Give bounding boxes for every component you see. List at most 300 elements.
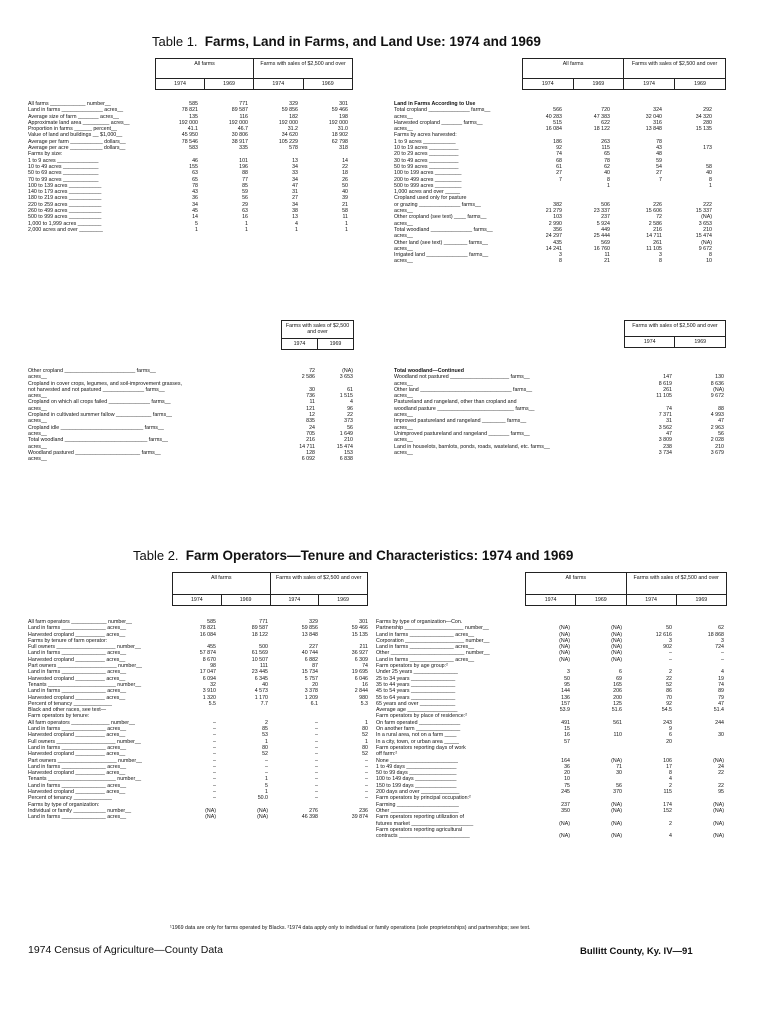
- cell-value: –: [213, 744, 216, 751]
- cell-value: 5.3: [360, 700, 368, 707]
- cell-value: 33: [292, 170, 298, 177]
- cell-value: 52: [362, 732, 368, 739]
- cell-value: 12 616: [655, 631, 672, 638]
- cell-value: 40: [706, 170, 712, 177]
- cell-value: (NA): [205, 814, 216, 821]
- table1-lower-right-header: [624, 320, 726, 348]
- cell-value: 186: [553, 138, 562, 145]
- cell-value: 211: [359, 644, 368, 651]
- cell-value: 1 209: [304, 694, 318, 701]
- cell-value: 77: [242, 176, 248, 183]
- row-label: 150 to 199 days ______________: [376, 782, 457, 789]
- row-label: 200 days and over _____________: [376, 789, 460, 796]
- cell-value: –: [213, 763, 216, 770]
- row-label: acres__: [394, 126, 413, 133]
- cell-value: 196: [239, 163, 248, 170]
- cell-value: 87: [312, 663, 318, 670]
- row-label: Harvested cropland __________ acres__: [28, 770, 126, 777]
- cell-value: 50: [564, 675, 570, 682]
- cell-value: (NA): [257, 814, 268, 821]
- cell-value: (NA): [611, 637, 622, 644]
- cell-value: 2 963: [710, 424, 724, 431]
- cell-value: 21: [604, 258, 610, 265]
- cell-value: 192 000: [328, 119, 348, 126]
- row-label: Other land (see text) ________ farms__: [394, 239, 488, 246]
- cell-value: 50: [342, 182, 348, 189]
- cell-value: 23 445: [251, 669, 268, 676]
- cell-value: –: [365, 782, 368, 789]
- cell-value: (NA): [713, 807, 724, 814]
- cell-value: 24 297: [545, 233, 562, 240]
- cell-value: 222: [703, 201, 712, 208]
- cell-value: 7 371: [658, 412, 672, 419]
- cell-value: (NA): [611, 833, 622, 840]
- cell-value: –: [265, 763, 268, 770]
- table2-right-rows: [374, 619, 726, 839]
- cell-value: 301: [359, 619, 368, 625]
- cell-value: 20: [666, 738, 672, 745]
- cell-value: 47: [666, 430, 672, 437]
- cell-value: (NA): [559, 820, 570, 827]
- cell-value: 30 806: [231, 132, 248, 139]
- row-label: Proportion in farms ______ percent__: [28, 126, 117, 133]
- table-row: [26, 227, 350, 233]
- cell-value: 34: [192, 201, 198, 208]
- cell-value: 263: [601, 138, 610, 145]
- cell-value: 382: [553, 201, 562, 208]
- row-label: Total woodland ____________________________ farms__: [28, 437, 168, 444]
- cell-value: 53.9: [559, 707, 570, 714]
- cell-value: (NA): [611, 757, 622, 764]
- table1-lower-right-rows: [392, 368, 726, 456]
- cell-value: 236: [359, 807, 368, 814]
- row-label: Farms by type of organization:: [28, 801, 100, 808]
- row-label: Farm operators by place of residence:²: [376, 713, 467, 720]
- cell-value: 98: [210, 663, 216, 670]
- cell-value: 1: [265, 738, 268, 745]
- footer-right: Bullitt County, Ky. IV—91: [580, 946, 693, 957]
- cell-value: 11 105: [656, 393, 672, 400]
- row-label: Farm operators by tenure:: [28, 713, 90, 720]
- cell-value: 4: [669, 833, 672, 840]
- cell-value: 8 636: [710, 380, 724, 387]
- cell-value: 165: [613, 681, 622, 688]
- cell-value: 75: [564, 782, 570, 789]
- cell-value: 3 562: [658, 424, 672, 431]
- year-1969: 1969: [675, 79, 726, 90]
- cell-value: 47: [292, 182, 298, 189]
- cell-value: 30: [309, 386, 315, 393]
- cell-value: 15: [564, 726, 570, 733]
- table2-right-header: [525, 572, 727, 606]
- row-label: acres__: [394, 437, 413, 444]
- row-label: Harvested cropland _______ farms__: [394, 119, 483, 126]
- cell-value: 3: [567, 669, 570, 676]
- col-sales: Farms with sales of $2,500 and over: [254, 59, 353, 79]
- row-label: Other land _______________________________ farms__: [394, 386, 533, 393]
- cell-value: 6 882: [304, 656, 318, 663]
- cell-value: 147: [663, 374, 672, 381]
- row-label: 25 to 34 years _______________: [376, 675, 456, 682]
- cell-value: 585: [189, 101, 198, 107]
- row-label: Land in farms _______________ acres__: [28, 650, 127, 657]
- cell-value: (NA): [611, 650, 622, 657]
- cell-value: 206: [613, 688, 622, 695]
- row-label: woodland pasture __________________________ farms__: [394, 405, 535, 412]
- cell-value: 3 679: [710, 449, 724, 456]
- row-label: Woodland pastured ______________________ farms__: [28, 449, 161, 456]
- row-label: Tenants _______________________ number__: [28, 681, 142, 688]
- row-label: Land in farms _______________ acres__: [28, 625, 127, 632]
- row-label: 220 to 259 acres ___________: [28, 201, 102, 208]
- row-label: 1 to 49 days _________________: [376, 763, 457, 770]
- cell-value: 40 744: [301, 650, 318, 657]
- cell-value: 31.2: [287, 126, 298, 133]
- cell-value: 40 283: [545, 113, 562, 120]
- col-sales: Farms with sales of $2,500 and over: [282, 321, 354, 339]
- year-1974: 1974: [624, 79, 675, 90]
- cell-value: 173: [703, 145, 712, 152]
- cell-value: 276: [309, 807, 318, 814]
- cell-value: 53: [262, 732, 268, 739]
- cell-value: 4: [669, 776, 672, 783]
- cell-value: 20: [564, 770, 570, 777]
- col-sales: Farms with sales of $2,500 and over: [625, 321, 726, 337]
- cell-value: 569: [601, 239, 610, 246]
- cell-value: 7: [559, 176, 562, 183]
- cell-value: 14: [342, 157, 348, 164]
- table2-number: Table 2.: [133, 548, 179, 563]
- row-label: Corporation ____________________ number__: [376, 637, 490, 644]
- cell-value: 22: [666, 675, 672, 682]
- cell-value: 2: [265, 719, 268, 726]
- table1-title: [152, 34, 541, 49]
- cell-value: 771: [259, 619, 268, 625]
- year-1974: 1974: [626, 595, 676, 606]
- cell-value: 71: [616, 763, 622, 770]
- year-1969: 1969: [576, 595, 626, 606]
- row-label: Cropland in cover crops, legumes, and soil-improvement grasses,: [28, 380, 182, 387]
- cell-value: 8 619: [658, 380, 672, 387]
- cell-value: 14: [192, 214, 198, 221]
- row-label: 500 to 999 acres ___________: [28, 214, 102, 221]
- cell-value: 5 924: [596, 220, 610, 227]
- cell-value: 5.5: [208, 700, 216, 707]
- cell-value: 59 856: [281, 107, 298, 114]
- row-label: Percent of tenancy _____________: [28, 700, 112, 707]
- cell-value: 4: [295, 220, 298, 227]
- year-1974: 1974: [282, 338, 318, 349]
- cell-value: –: [315, 751, 318, 758]
- row-label: Under 25 years _______________: [376, 669, 458, 676]
- row-label: acres__: [28, 443, 47, 450]
- cell-value: 238: [663, 443, 672, 450]
- cell-value: (NA): [713, 820, 724, 827]
- cell-value: 40: [262, 681, 268, 688]
- cell-value: –: [213, 732, 216, 739]
- cell-value: 10: [564, 776, 570, 783]
- cell-value: (NA): [611, 820, 622, 827]
- cell-value: 11: [604, 252, 610, 259]
- cell-value: –: [213, 757, 216, 764]
- cell-value: 21 279: [545, 208, 562, 215]
- cell-value: 1: [245, 220, 248, 227]
- cell-value: 3 378: [304, 688, 318, 695]
- cell-value: 261: [653, 239, 662, 246]
- cell-value: 121: [306, 405, 315, 412]
- year-1969: 1969: [221, 595, 270, 606]
- cell-value: 3 910: [202, 688, 216, 695]
- cell-value: 78: [604, 157, 610, 164]
- row-label: 50 to 99 acres __________: [394, 163, 459, 170]
- row-label: Land in farms _______________ acres__: [28, 688, 127, 695]
- cell-value: 69: [616, 675, 622, 682]
- row-label: Cropland used only for pasture: [394, 195, 467, 202]
- row-label: Land in farms _______________ acres__: [28, 814, 127, 821]
- cell-value: –: [213, 795, 216, 802]
- table1-lower-left-rows: [26, 368, 355, 462]
- cell-value: (NA): [701, 214, 712, 221]
- row-label: Farm operators reporting agricultural: [376, 826, 462, 833]
- cell-value: 15 135: [351, 631, 368, 638]
- cell-value: 61: [347, 386, 353, 393]
- cell-value: 29: [242, 201, 248, 208]
- row-label: 1 to 9 acres ___________: [394, 138, 456, 145]
- cell-value: 20: [312, 681, 318, 688]
- row-label: 1,000 to 1,999 acres ________: [28, 220, 102, 227]
- cell-value: 245: [561, 789, 570, 796]
- cell-value: (NA): [559, 637, 570, 644]
- cell-value: 130: [715, 374, 724, 381]
- cell-value: –: [213, 789, 216, 796]
- row-label: 260 to 499 acres ___________: [28, 208, 102, 215]
- cell-value: –: [315, 776, 318, 783]
- row-label: Cropland idle ____________________________ farms__: [28, 424, 164, 431]
- row-label: Land in Farms According to Use: [394, 101, 476, 107]
- cell-value: 3: [559, 252, 562, 259]
- cell-value: 80: [362, 744, 368, 751]
- cell-value: 115: [663, 789, 672, 796]
- row-label: In a city, town, or urban area _____: [376, 738, 459, 745]
- cell-value: 59 856: [301, 625, 318, 632]
- row-label: Harvested cropland __________ acres__: [28, 751, 126, 758]
- cell-value: 720: [601, 107, 610, 114]
- cell-value: 63: [242, 208, 248, 215]
- cell-value: 39 874: [351, 814, 368, 821]
- cell-value: 125: [613, 700, 622, 707]
- row-label: Farms by tenure of farm operator:: [28, 637, 108, 644]
- cell-value: 1 170: [254, 694, 268, 701]
- row-label: Harvested cropland __________ acres__: [28, 694, 126, 701]
- table1-right-header: [522, 58, 726, 90]
- row-label: Farms by acres harvested:: [394, 132, 457, 139]
- cell-value: 78: [656, 138, 662, 145]
- row-label: 70 to 99 acres ____________: [28, 176, 99, 183]
- cell-value: 11 105: [646, 245, 662, 252]
- cell-value: (NA): [559, 631, 570, 638]
- row-label: Improved pastureland and rangeland ________ farms__: [394, 418, 527, 425]
- table-row: [26, 456, 355, 462]
- cell-value: 455: [207, 644, 216, 651]
- cell-value: 111: [259, 663, 268, 670]
- row-label: Total woodland ______________ farms__: [394, 226, 493, 233]
- cell-value: 6: [619, 669, 622, 676]
- row-label: acres__: [394, 380, 413, 387]
- row-label: Harvested cropland __________ acres__: [28, 732, 126, 739]
- cell-value: 46 398: [301, 814, 318, 821]
- cell-value: 115: [601, 145, 610, 152]
- cell-value: 2 028: [710, 437, 724, 444]
- cell-value: 92: [556, 145, 562, 152]
- row-label: Other _______________________: [376, 807, 459, 814]
- cell-value: 329: [309, 619, 318, 625]
- row-label: 100 to 199 acres _________: [394, 170, 462, 177]
- cell-value: 210: [703, 226, 712, 233]
- cell-value: 2 844: [354, 688, 368, 695]
- cell-value: 1: [265, 789, 268, 796]
- cell-value: 15 606: [645, 208, 662, 215]
- row-label: On farm operated ______________: [376, 719, 461, 726]
- cell-value: –: [265, 770, 268, 777]
- cell-value: 30: [616, 770, 622, 777]
- table1-number: Table 1.: [152, 34, 198, 49]
- cell-value: 16 084: [545, 126, 562, 133]
- cell-value: 335: [239, 145, 248, 152]
- row-label: 65 years and over ____________: [376, 700, 456, 707]
- cell-value: –: [213, 738, 216, 745]
- cell-value: 18 122: [593, 126, 610, 133]
- cell-value: –: [315, 770, 318, 777]
- cell-value: 16: [242, 214, 248, 221]
- cell-value: 74: [718, 681, 724, 688]
- cell-value: 16 760: [593, 245, 610, 252]
- table2-right-body: [374, 619, 726, 839]
- cell-value: 22: [347, 412, 353, 419]
- year-1969: 1969: [319, 595, 368, 606]
- cell-value: 80: [362, 726, 368, 733]
- row-label: Land in farms _______________ acres__: [28, 669, 127, 676]
- row-label: Woodland not pastured ____________________ farms__: [394, 374, 530, 381]
- row-label: off farm:²: [376, 751, 398, 758]
- col-all-farms: All farms: [173, 573, 271, 595]
- year-1969: 1969: [573, 79, 624, 90]
- cell-value: 8: [659, 258, 662, 265]
- cell-value: 585: [207, 619, 216, 625]
- cell-value: 59 466: [351, 625, 368, 632]
- row-label: 55 to 64 years _______________: [376, 694, 456, 701]
- cell-value: 54: [656, 163, 662, 170]
- cell-value: 51.4: [713, 707, 724, 714]
- cell-value: 56: [347, 424, 353, 431]
- cell-value: 89: [718, 688, 724, 695]
- row-label: acres__: [394, 449, 413, 456]
- cell-value: 902: [663, 644, 672, 651]
- cell-value: 18 902: [331, 132, 348, 139]
- cell-value: –: [315, 757, 318, 764]
- table1-right-body: [392, 101, 714, 265]
- cell-value: 79: [718, 694, 724, 701]
- table2-left-body: [26, 619, 370, 821]
- row-label: Total woodland—Continued: [394, 368, 464, 374]
- row-label: 500 to 999 acres _________: [394, 182, 462, 189]
- cell-value: 9 672: [710, 393, 724, 400]
- cell-value: 3: [659, 252, 662, 259]
- cell-value: 105 229: [278, 138, 298, 145]
- cell-value: –: [721, 656, 724, 663]
- cell-value: 14 711: [299, 443, 315, 450]
- cell-value: 3 653: [339, 374, 353, 381]
- row-label: 2,000 acres and over ________: [28, 226, 103, 233]
- cell-value: 11: [342, 214, 348, 221]
- row-label: Average age _________________: [376, 707, 458, 714]
- row-label: Unimproved pastureland and rangeland _______ farms__: [394, 430, 530, 437]
- year-1969: 1969: [675, 337, 726, 348]
- row-label: Other cropland ________________________ farms__: [28, 368, 156, 374]
- cell-value: 52: [262, 751, 268, 758]
- cell-value: 128: [306, 449, 315, 456]
- row-label: All farm operators ____________ number__: [28, 619, 132, 625]
- cell-value: 237: [561, 801, 570, 808]
- cell-value: 18 868: [707, 631, 724, 638]
- cell-value: 583: [189, 145, 198, 152]
- cell-value: (NA): [713, 833, 724, 840]
- cell-value: 1: [245, 226, 248, 233]
- footer-left: 1974 Census of Agriculture—County Data: [28, 944, 223, 956]
- cell-value: 19: [718, 675, 724, 682]
- cell-value: 3 734: [658, 449, 672, 456]
- cell-value: 40: [342, 189, 348, 196]
- cell-value: 13: [292, 214, 298, 221]
- cell-value: (NA): [611, 644, 622, 651]
- cell-value: 153: [344, 449, 353, 456]
- row-label: acres__: [394, 113, 413, 120]
- cell-value: 500: [259, 644, 268, 651]
- row-label: Farms by type of organization—Con.: [376, 619, 463, 625]
- cell-value: 92: [666, 700, 672, 707]
- cell-value: 31: [666, 418, 672, 425]
- cell-value: 45 950: [181, 132, 198, 139]
- cell-value: 4: [721, 669, 724, 676]
- table1-lower-left-header: [281, 320, 354, 350]
- cell-value: 26: [342, 176, 348, 183]
- cell-value: 52: [666, 681, 672, 688]
- cell-value: 18: [342, 170, 348, 177]
- row-label: Value of land and buildings __ $1,000__: [28, 132, 123, 139]
- table2-left-header: [172, 572, 368, 606]
- row-label: Harvested cropland __________ acres__: [28, 789, 126, 796]
- col-sales: Farms with sales of $2,500 and over: [626, 573, 727, 595]
- row-label: None _______________________: [376, 757, 458, 764]
- cell-value: 8: [559, 258, 562, 265]
- cell-value: 38 917: [231, 138, 248, 145]
- cell-value: 74: [362, 663, 368, 670]
- cell-value: 13 848: [301, 631, 318, 638]
- cell-value: 56: [242, 195, 248, 202]
- year-1969: 1969: [676, 595, 726, 606]
- row-label: acres__: [394, 233, 413, 240]
- cell-value: 4 993: [710, 412, 724, 419]
- cell-value: 157: [561, 700, 570, 707]
- row-label: 50 to 99 days ________________: [376, 770, 457, 777]
- cell-value: 6.1: [310, 700, 318, 707]
- cell-value: 34: [292, 201, 298, 208]
- cell-value: 32 040: [645, 113, 662, 120]
- row-label: Partnership ____________________ number__: [376, 625, 489, 632]
- row-label: acres__: [28, 374, 47, 381]
- cell-value: 435: [553, 239, 562, 246]
- year-1969: 1969: [317, 338, 353, 349]
- row-label: 10 to 19 acres __________: [394, 145, 459, 152]
